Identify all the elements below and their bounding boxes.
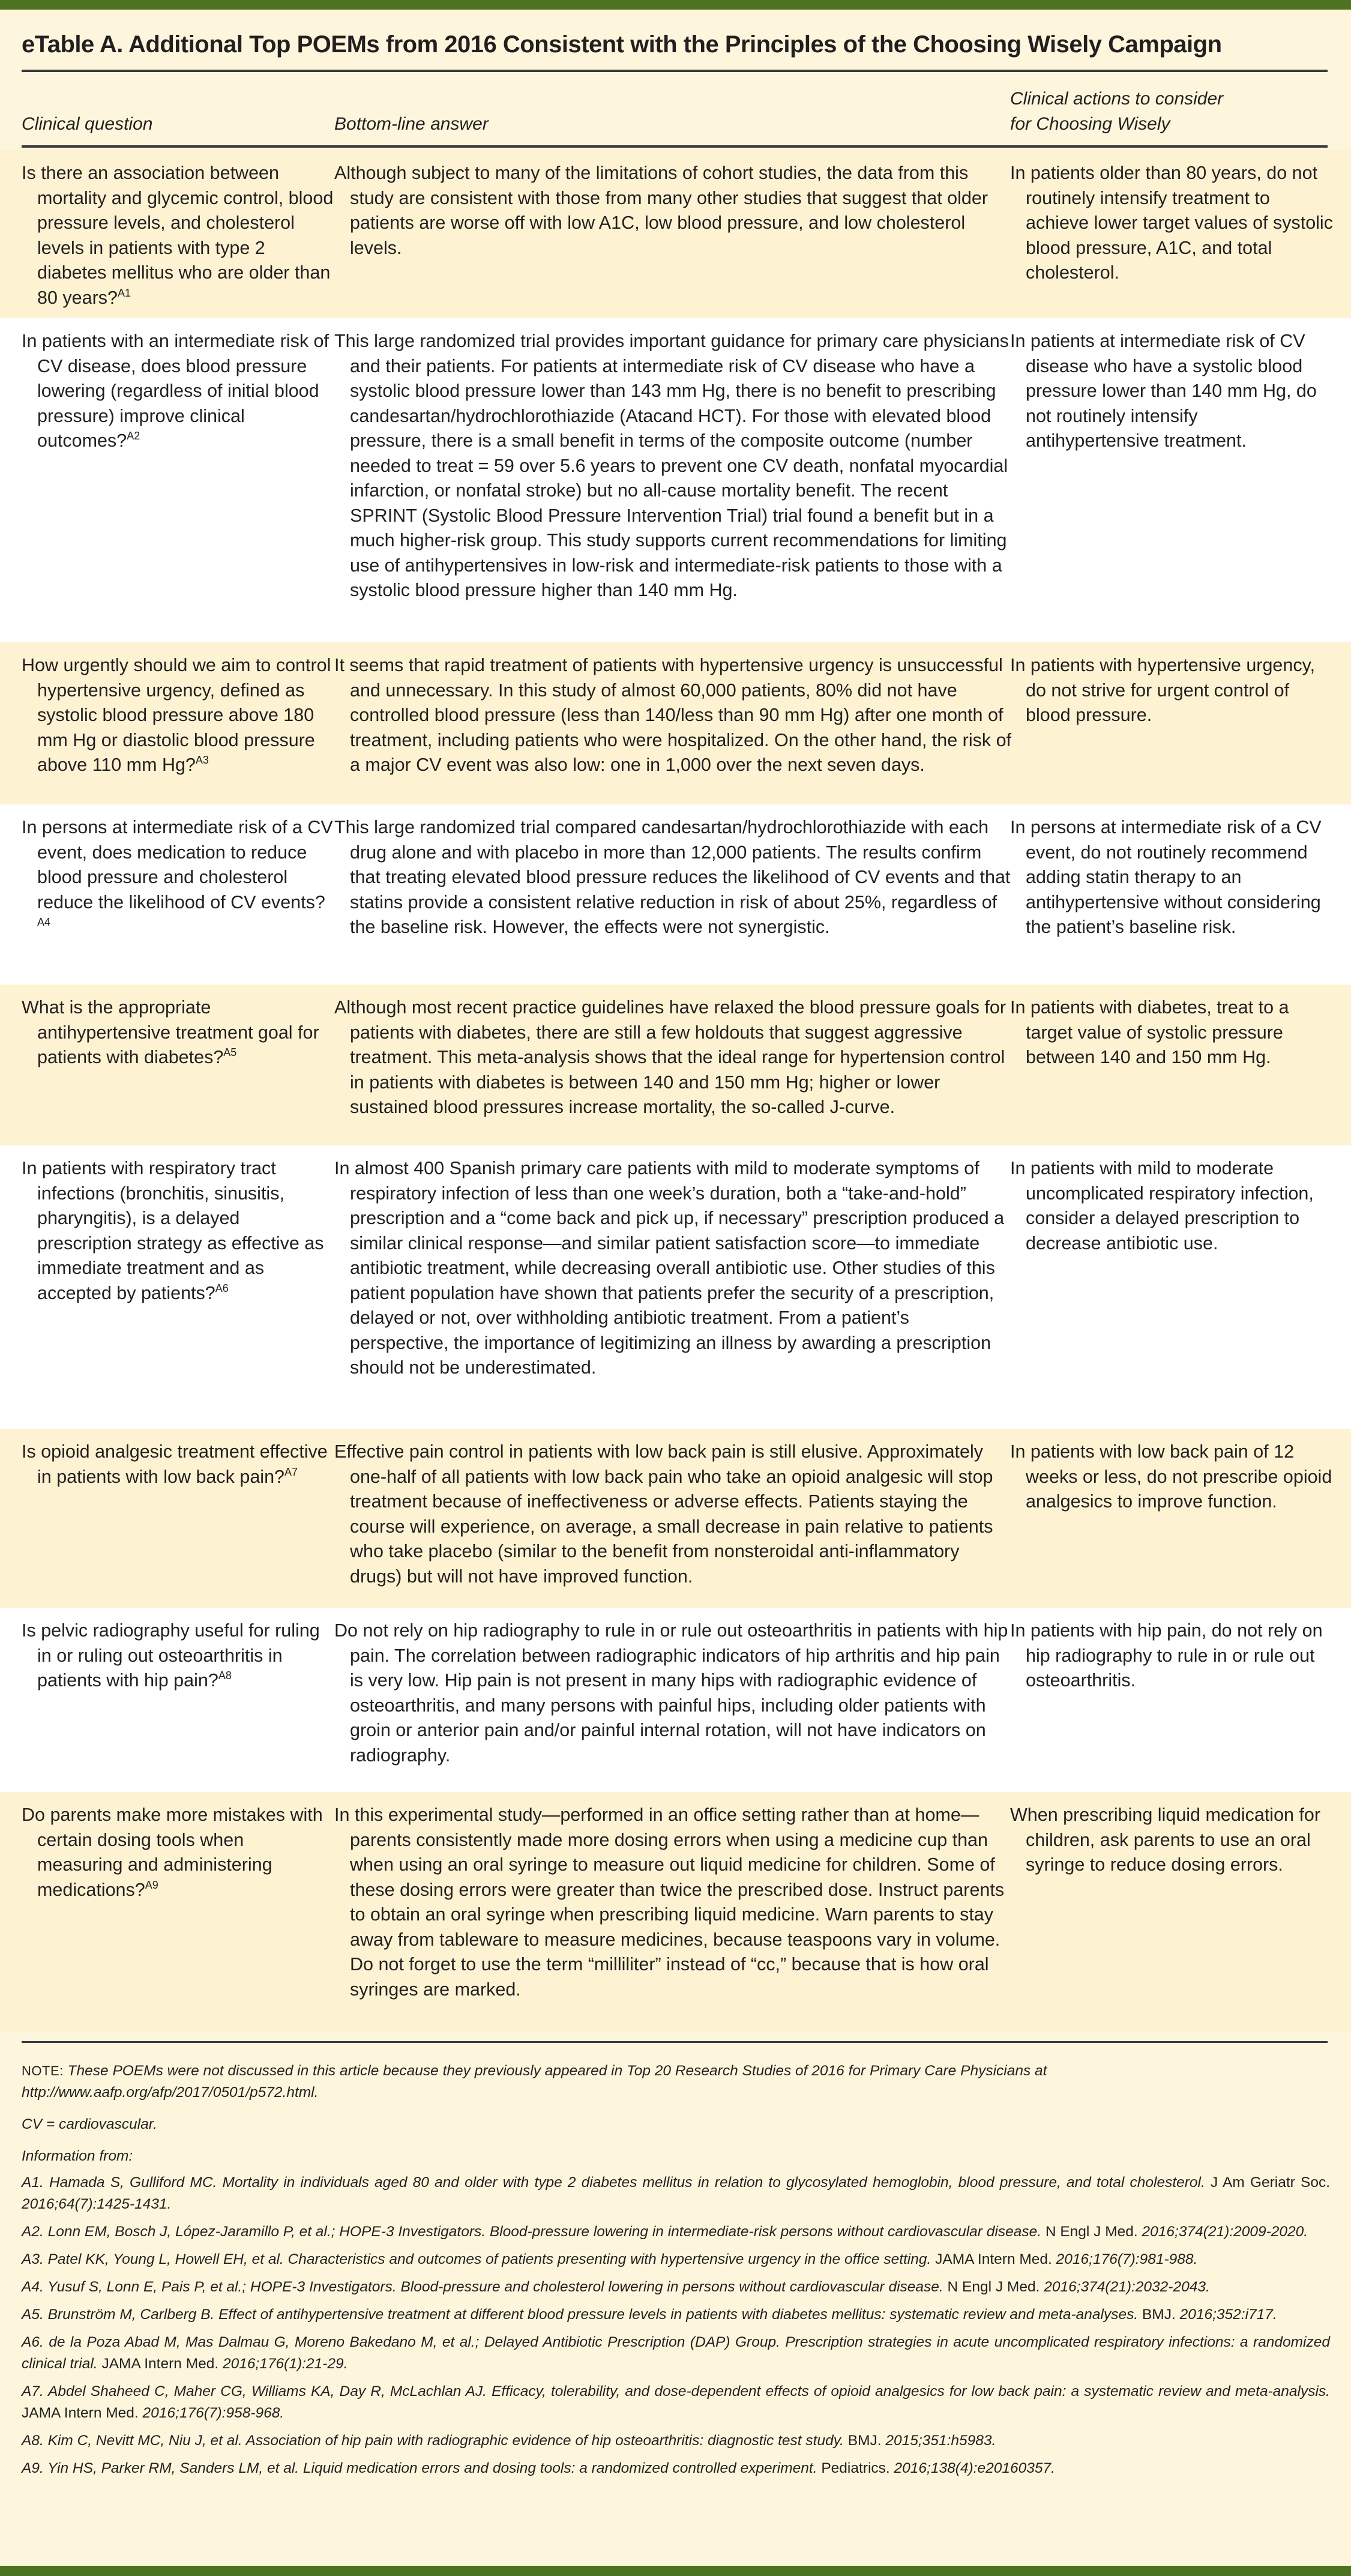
column-header-action [1010,86,1223,137]
bottom-line-answer-cell: Do not rely on hip radiography to rule in or rule out osteoarthritis in patients with hip pain. The correlation between radiographic indicators of hip arthritis and hip pain is very low. Hip pain is not present in many hips with radiographic evidence of osteoarthritis, and many persons with painful hips, including older patients with groin or anterior pain and/or painful internal rotation, will not have indicators on radiography. [334,1620,1008,1766]
reference-citation: 2016;176(1):21-29. [222,2356,348,2372]
title-rule [22,70,1328,72]
clinical-question-cell [22,995,334,1070]
table-row [0,642,1351,804]
clinical-action-cell: In patients with diabetes, treat to a target value of systolic pressure between 140 and 150 mm Hg. [1010,997,1289,1067]
clinical-question-cell [22,1156,334,1306]
note-paragraph [22,2060,1330,2104]
reference-id: A3. [22,2251,44,2267]
table-title: eTable A. Additional Top POEMs from 2016 Consistent with the Principles of the Choosing Wisely Campaign [22,31,1222,58]
reference-citation: 2016;374(21):2032-2043. [1044,2279,1210,2295]
reference-journal: BMJ. [1142,2306,1176,2323]
clinical-question-cell [22,1440,334,1489]
abbreviation-note: CV = cardiovascular. [22,2116,157,2132]
bottom-line-answer-cell: This large randomized trial provides important guidance for primary care physicians and their patients. For patients at intermediate risk of CV disease who have a systolic blood pressure lower than 143 mm Hg, there is no benefit to prescribing candesartan/hydrochlorothiazide (Atacand HCT). For those with elevated blood pressure, there is a small benefit in terms of the composite outcome (number needed to treat = 59 over 5.6 years to prevent one CV death, nonfatal myocardial infarction, or nonfatal stroke) but no all-cause mortality benefit. The recent SPRINT (Systolic Blood Pressure Intervention Trial) trial found a benefit but in a much higher-risk group. This study supports current recommendations for limiting use of antihypertensives in low-risk and intermediate-risk patients to those with a systolic blood pressure higher than 140 mm Hg. [334,331,1009,600]
reference-list [22,2172,1330,2479]
reference-item [22,2458,1330,2479]
reference-id: A2. [22,2224,44,2240]
clinical-action-cell: In patients with hypertensive urgency, do not strive for urgent control of blood pressure. [1010,655,1316,725]
reference-text: de la Poza Abad M, Mas Dalmau G, Moreno Bakedano M, et al.; Delayed Antibiotic Prescription (DAP) Group. Prescription strategies in acute uncomplicated respiratory infections: a randomized clinical trial. [22,2334,1330,2372]
table-row [0,985,1351,1145]
table-row [0,150,1351,318]
reference-text: Kim C, Nevitt MC, Niu J, et al. Association of hip pain with radiographic evidence of hip osteoarthritis: diagnostic test study. [47,2433,844,2449]
reference-journal: JAMA Intern Med. [935,2251,1052,2267]
note-text: These POEMs were not discussed in this article because they previously appeared in Top 20 Research Studies of 2016 for Primary Care Physicians at http://www.aafp.org/afp/2017/0501/p572.html. [22,2063,1047,2101]
bottom-line-answer-cell: Effective pain control in patients with low back pain is still elusive. Approximately one-half of all patients with low back pain who take an opioid analgesic will stop treatment because of ineffectiveness or adverse effects. Patients staying the course will experience, on average, a small decrease in pain relative to patients who take placebo (similar to the benefit from nonsteroidal anti-inflammatory drugs) but will not have improved function. [334,1441,993,1587]
bottom-line-answer-cell: This large randomized trial compared candesartan/hydrochlorothiazide with each drug alone and with placebo in more than 12,000 patients. The results confirm that treating elevated blood pressure reduces the likelihood of CV events and that statins provide a consistent relative reduction in risk of about 25%, regardless of the baseline risk. However, the effects were not synergistic. [334,817,1011,937]
reference-id: A6. [22,2334,44,2350]
column-header-action-line2: for Choosing Wisely [1010,114,1170,134]
reference-text: Yusuf S, Lonn E, Pais P, et al.; HOPE-3 Investigators. Blood-pressure and cholesterol lowering in persons without cardiovascular disease. [47,2279,943,2295]
column-header-question: Clinical question [22,114,153,134]
clinical-question-text: What is the appropriate antihypertensive treatment goal for patients with diabetes? [22,997,319,1067]
reference-citation: 2016;64(7):1425-1431. [22,2196,172,2212]
clinical-question-cell [22,653,334,778]
reference-item [22,2332,1330,2375]
column-header-action-line1: Clinical actions to consider [1010,89,1224,109]
clinical-action-cell: In patients with mild to moderate uncomplicated respiratory infection, consider a delayed prescription to decrease antibiotic use. [1010,1158,1314,1253]
table-row [0,1429,1351,1608]
clinical-action-cell: When prescribing liquid medication for children, ask parents to use an oral syringe to reduce dosing errors. [1010,1805,1321,1875]
reference-citation: 2016;374(21):2009-2020. [1142,2224,1308,2240]
bottom-line-answer-cell: Although most recent practice guidelines have relaxed the blood pressure goals for patients with diabetes, there are still a few holdouts that suggest aggressive treatment. This meta-analysis shows that the ideal range for hypertension control in patients with diabetes is between 140 and 150 mm Hg; higher or lower sustained blood pressures increase mortality, the so-called J-curve. [334,997,1006,1117]
table-row [0,318,1351,642]
reference-citation: 2016;176(7):981-988. [1056,2251,1198,2267]
reference-id: A7. [22,2383,44,2400]
reference-item [22,2304,1330,2326]
reference-text: Patel KK, Young L, Howell EH, et al. Characteristics and outcomes of patients presenting with hypertensive urgency in the office setting. [47,2251,931,2267]
clinical-action-cell: In patients at intermediate risk of CV disease who have a systolic blood pressure lower than 140 mm Hg, do not routinely intensify antihypertensive treatment. [1010,331,1317,451]
clinical-action-cell: In patients with hip pain, do not rely on hip radiography to rule in or rule out osteoarthritis. [1010,1620,1323,1691]
reference-superscript: A7 [284,1465,298,1478]
clinical-question-cell [22,161,334,310]
clinical-question-text: Is pelvic radiography useful for ruling in or ruling out osteoarthritis in patients with hip pain? [22,1620,320,1691]
reference-id: A8. [22,2433,44,2449]
clinical-question-cell [22,329,334,454]
reference-journal: Pediatrics. [821,2460,890,2476]
reference-journal: N Engl J Med. [947,2279,1040,2295]
clinical-question-cell [22,1803,334,1902]
reference-superscript: A2 [127,430,140,442]
clinical-question-text: In persons at intermediate risk of a CV event, does medication to reduce blood pressure and cholesterol reduce the likelihood of CV events? [22,817,333,912]
reference-superscript: A5 [223,1046,237,1058]
bottom-line-answer-cell: Although subject to many of the limitations of cohort studies, the data from this study are consistent with those from many other studies that suggest that older patients are worse off with low A1C, low blood pressure, and low cholesterol levels. [334,163,988,258]
reference-journal: N Engl J Med. [1045,2224,1138,2240]
bottom-line-answer-cell: It seems that rapid treatment of patients with hypertensive urgency is unsuccessful and unnecessary. In this study of almost 60,000 patients, 80% did not have controlled blood pressure (less than 140/less than 90 mm Hg) after one month of treatment, including patients who were hospitalized. On the other hand, the risk of a major CV event was also low: one in 1,000 over the next seven days. [334,655,1012,775]
reference-text: Lonn EM, Bosch J, López-Jaramillo P, et al.; HOPE-3 Investigators. Blood-pressure lowering in intermediate-risk persons without cardiovascular disease. [47,2224,1042,2240]
reference-text: Abdel Shaheed C, Maher CG, Williams KA, Day R, McLachlan AJ. Efficacy, tolerability, and dose-dependent effects of opioid analgesics for low back pain: a systematic review and meta-analysis. [48,2383,1330,2400]
clinical-question-text: Is opioid analgesic treatment effective in patients with low back pain? [22,1441,328,1487]
reference-citation: 2016;176(7):958-968. [142,2405,284,2421]
clinical-question-text: How urgently should we aim to control hypertensive urgency, defined as systolic blood pressure above 180 mm Hg or diastolic blood pressure above 110 mm Hg? [22,655,331,775]
table-row [0,1608,1351,1792]
clinical-question-cell [22,1618,334,1694]
information-from-label: Information from: [22,2148,133,2164]
column-header-answer: Bottom-line answer [334,114,489,134]
bottom-line-answer-cell: In almost 400 Spanish primary care patients with mild to moderate symptoms of respiratory infection of less than one week’s duration, both a “take-and-hold” prescription and a “come back and pick up, if necessary” prescription produced a similar clinical response—and similar patient satisfaction score—to immediate antibiotic treatment, while decreasing overall antibiotic use. Other studies of this patient population have shown that patients prefer the security of a prescription, delayed or not, over withholding antibiotic treatment. From a patient’s perspective, the importance of legitimizing an illness by awarding a prescription should not be underestimated. [334,1158,1005,1378]
clinical-question-cell [22,815,334,940]
reference-text: Yin HS, Parker RM, Sanders LM, et al. Liquid medication errors and dosing tools: a randomized controlled experiment. [47,2460,817,2476]
reference-text: Hamada S, Gulliford MC. Mortality in individuals aged 80 and older with type 2 diabetes mellitus in relation to glycosylated hemoglobin, blood pressure, and total cholesterol. [49,2174,1205,2191]
reference-superscript: A3 [195,754,209,766]
reference-citation: 2016;352:i717. [1179,2306,1277,2323]
top-accent-bar [0,0,1351,10]
table-notes [22,2060,1330,2485]
reference-journal: BMJ. [847,2433,882,2449]
bottom-accent-bar [0,2566,1351,2576]
clinical-question-text: Do parents make more mistakes with certain dosing tools when measuring and administering medications? [22,1805,323,1900]
table-row [0,1145,1351,1429]
note-label: NOTE: [22,2063,64,2078]
reference-item [22,2172,1330,2215]
reference-item [22,2221,1330,2243]
reference-item [22,2249,1330,2270]
reference-superscript: A8 [218,1670,232,1682]
reference-citation: 2015;351:h5983. [885,2433,996,2449]
clinical-action-cell: In persons at intermediate risk of a CV event, do not routinely recommend adding statin therapy to an antihypertensive without considering the patient’s baseline risk. [1010,817,1322,937]
reference-journal: JAMA Intern Med. [101,2356,219,2372]
reference-id: A9. [22,2460,44,2476]
reference-superscript: A4 [37,916,51,928]
reference-item [22,2381,1330,2424]
reference-journal: JAMA Intern Med. [22,2405,139,2421]
reference-journal: J Am Geriatr Soc. [1210,2174,1331,2191]
clinical-question-text: In patients with respiratory tract infections (bronchitis, sinusitis, pharyngitis), is a delayed prescription strategy as effective as immediate treatment and as accepted by patients? [22,1158,324,1303]
reference-superscript: A9 [145,1878,158,1891]
table-row [0,804,1351,985]
reference-citation: 2016;138(4):e20160357. [894,2460,1055,2476]
reference-id: A1. [22,2174,44,2191]
clinical-question-text: In patients with an intermediate risk of CV disease, does blood pressure lowering (regardless of initial blood pressure) improve clinical outcomes? [22,331,329,451]
table-bottom-rule [22,2041,1328,2043]
table-row [0,1792,1351,2032]
clinical-action-cell: In patients older than 80 years, do not routinely intensify treatment to achieve lower target values of systolic blood pressure, A1C, and total cholesterol. [1010,163,1333,283]
reference-item [22,2430,1330,2452]
clinical-action-cell: In patients with low back pain of 12 weeks or less, do not prescribe opioid analgesics to improve function. [1010,1441,1332,1512]
reference-superscript: A1 [117,286,131,299]
reference-superscript: A6 [215,1282,229,1294]
reference-text: Brunström M, Carlberg B. Effect of antihypertensive treatment at different blood pressure levels in patients with diabetes mellitus: systematic review and meta-analyses. [47,2306,1139,2323]
reference-item [22,2276,1330,2298]
clinical-question-text: Is there an association between mortality and glycemic control, blood pressure levels, and cholesterol levels in patients with type 2 diabetes mellitus who are older than 80 years? [22,163,334,308]
reference-id: A4. [22,2279,44,2295]
header-rule [22,145,1328,148]
reference-id: A5. [22,2306,44,2323]
bottom-line-answer-cell: In this experimental study—performed in an office setting rather than at home—parents consistently made more dosing errors when using a medicine cup than when using an oral syringe to measure out liquid medicine for children. Some of these dosing errors were greater than twice the prescribed dose. Instruct parents to obtain an oral syringe when prescribing liquid medicine. Warn parents to stay away from tableware to measure medicines, because teaspoons vary in volume. Do not forget to use the term “milliliter” instead of “cc,” because that is how oral syringes are marked. [334,1805,1005,2000]
